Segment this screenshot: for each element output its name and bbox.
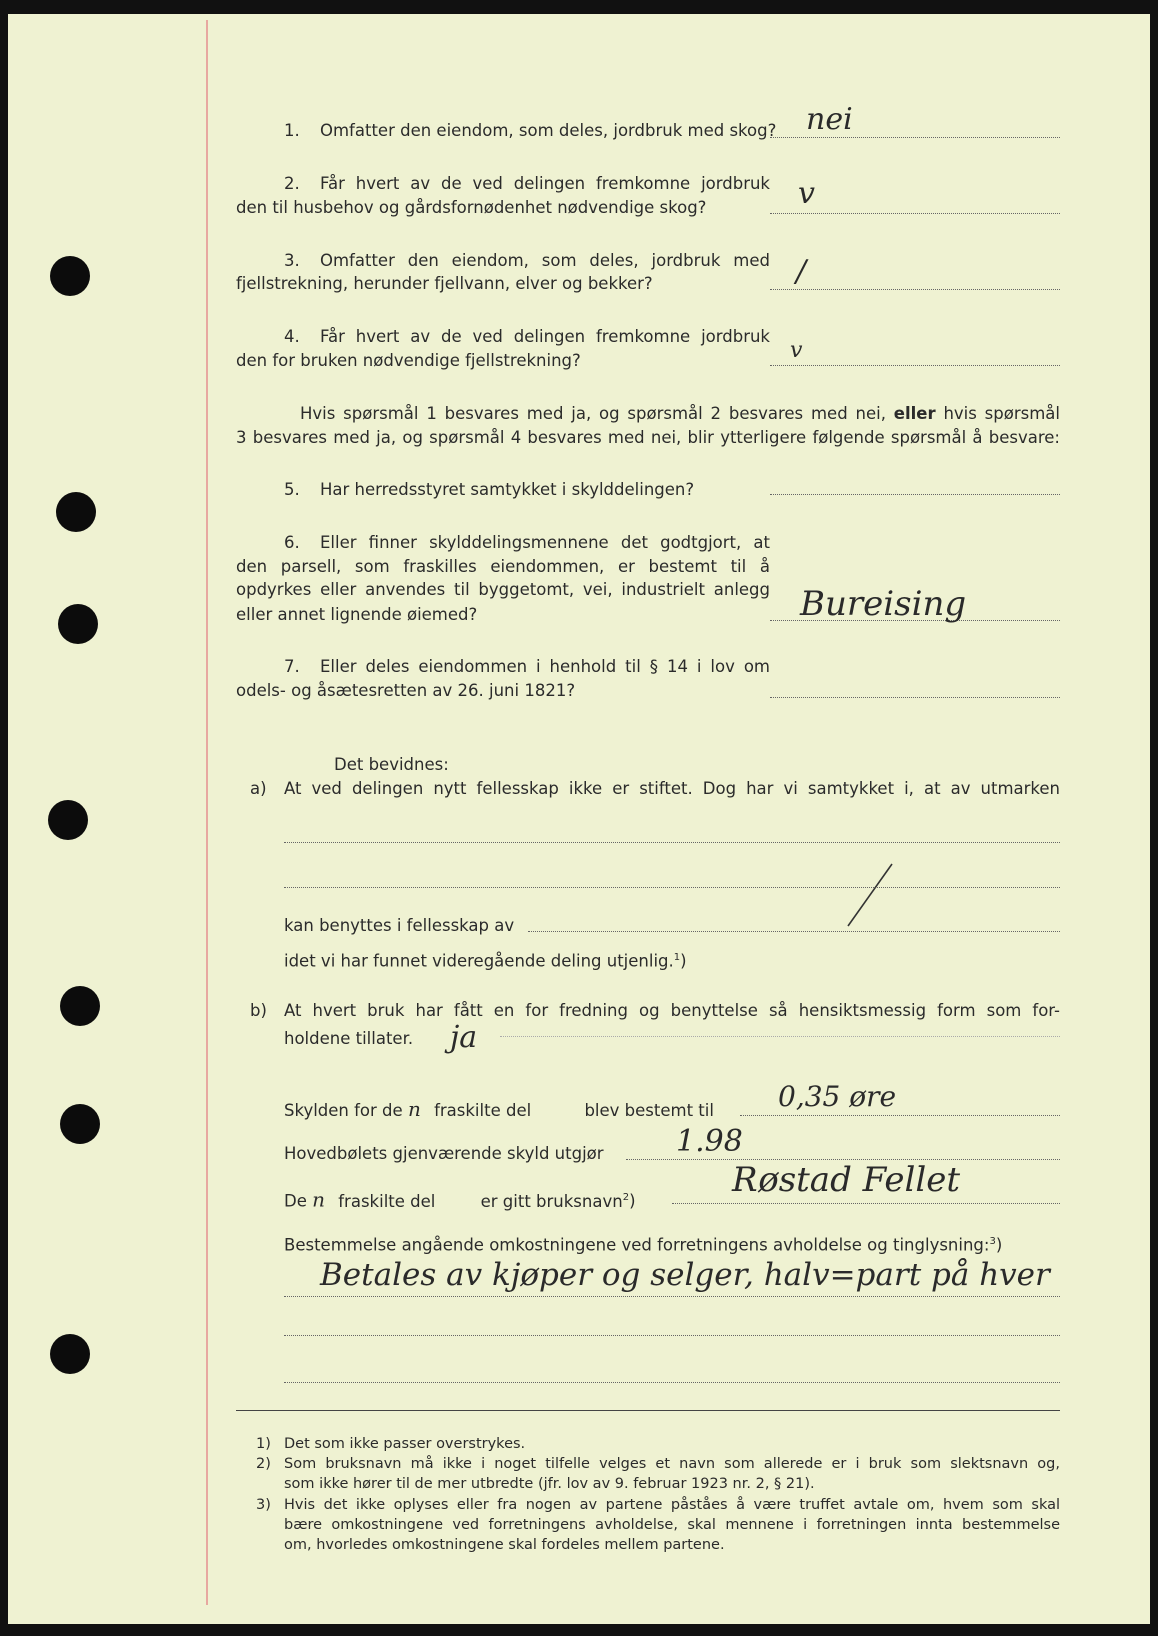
- q4-line2: den for bruken nødvendige fjellstrekning?: [236, 351, 581, 370]
- hoved-value: 1.98: [676, 1124, 743, 1159]
- q3-line2: fjellstrekning, herunder fjellvann, elver og bekker?: [236, 274, 653, 293]
- section-a-label: a): [250, 779, 267, 798]
- footnote-2-line1: Som bruksnavn må ikke i noget tilfelle velges et navn som allerede er i bruk som slektsnavn og,: [284, 1456, 1060, 1472]
- bruksnavn-handwritten-suffix: n: [312, 1187, 325, 1212]
- q2-line2: den til husbehov og gårdsfornødenhet nødvendige skog?: [236, 198, 707, 217]
- q4-answer-line: [770, 365, 1060, 366]
- q3-line1: Omfatter den eiendom, som deles, jordbruk med: [320, 251, 770, 270]
- q7-line2: odels- og åsætesretten av 26. juni 1821?: [236, 681, 576, 700]
- footnote-3-line3: om, hvorledes omkostningene skal fordeles mellem partene.: [284, 1537, 725, 1553]
- section-a-blank-line-1: [284, 842, 1060, 843]
- footnote-1-text: Det som ikke passer overstrykes.: [284, 1436, 526, 1452]
- punch-hole: [56, 492, 96, 532]
- section-a-use-line: [528, 931, 1060, 932]
- kost-line-2: [284, 1335, 1060, 1336]
- q4-line1: Får hvert av de ved delingen fremkomne jordbruk: [320, 327, 770, 346]
- footnote-2-mark: 2): [256, 1456, 271, 1472]
- footnote-2-line2: som ikke hører til de mer utbredte (jfr. lov av 9. februar 1923 nr. 2, § 21).: [284, 1476, 815, 1492]
- q1-answer-line: [770, 137, 1060, 138]
- section-b-label: b): [250, 1001, 267, 1020]
- q5-text: Har herredsstyret samtykket i skylddelingen?: [320, 480, 695, 499]
- q7-line1: Eller deles eiendommen i henhold til § 14 i lov om: [320, 657, 770, 676]
- bruksnavn-line: [672, 1203, 1060, 1204]
- scan-border-left: [0, 0, 8, 1636]
- strike-mark: [840, 860, 900, 930]
- skyld-value: 0,35 øre: [778, 1080, 897, 1113]
- footnote-3-line1: Hvis det ikke oplyses eller fra nogen av partene påståes å være truffet avtale om, hvem som skal: [284, 1497, 1060, 1513]
- q1-answer: nei: [806, 102, 853, 137]
- section-b-answer: ja: [450, 1020, 478, 1055]
- footnote-3-line2: bære omkostningene ved forretningens avholdelse, skal mennene i forretningen innta bestemmelse: [284, 1517, 1060, 1533]
- condition-line1-start: Hvis spørsmål 1 besvares med ja, og spørsmål 2 besvares med nei,: [300, 404, 886, 423]
- q1-text: Omfatter den eiendom, som deles, jordbruk med skog?: [320, 121, 777, 140]
- kost-label-text: Bestemmelse angående omkostningene ved forretningens avholdelse og tinglysning:: [284, 1235, 990, 1255]
- q4-number: 4.: [284, 327, 300, 346]
- condition-emphasis: eller: [893, 404, 936, 423]
- condition-line2: 3 besvares med ja, og spørsmål 4 besvares med nei, blir ytterligere følgende spørsmål å besvare:: [236, 428, 1060, 447]
- footnote-ref-3: 3: [989, 1236, 996, 1247]
- scan-border-top: [0, 0, 1158, 14]
- section-a-use-label: kan benyttes i fellesskap av: [284, 916, 515, 935]
- q2-answer: v: [798, 176, 815, 211]
- q2-answer-line: [770, 213, 1060, 214]
- section-a-blank-line-2: [284, 887, 1060, 888]
- footnote-ref-1: 1: [673, 952, 681, 963]
- section-b-line2: holdene tillater.: [284, 1029, 414, 1048]
- scan-border-right: [1150, 0, 1158, 1636]
- q3-number: 3.: [284, 251, 300, 270]
- skyld-label-end: blev bestemt til: [584, 1101, 714, 1120]
- skyld-handwritten-suffix: n: [407, 1097, 421, 1121]
- condition-line1-end: hvis spørsmål: [943, 404, 1060, 423]
- q6-answer: Bureising: [800, 584, 967, 624]
- skyld-line: [740, 1115, 1060, 1116]
- q6-line1: Eller finner skylddelingsmennene det godtgjort, at: [320, 533, 770, 552]
- kost-line-1: [284, 1296, 1060, 1297]
- punch-hole: [50, 256, 90, 296]
- bruksnavn-label-end: er gitt bruksnavn: [480, 1191, 623, 1211]
- q7-number: 7.: [284, 657, 300, 676]
- punch-hole: [48, 800, 88, 840]
- q6-number: 6.: [284, 533, 300, 552]
- kost-line-3: [284, 1382, 1060, 1383]
- section-b-answer-line: [500, 1036, 1060, 1037]
- punch-hole: [60, 986, 100, 1026]
- q3-answer: /: [796, 254, 807, 289]
- q6-line4: eller annet lignende øiemed?: [236, 605, 478, 624]
- bruksnavn-label: De n fraskilte del er gitt bruksnavn$^2$): [284, 1187, 636, 1212]
- scan-border-bottom: [0, 1624, 1158, 1636]
- attestation-heading: Det bevidnes:: [334, 755, 449, 774]
- punch-hole: [60, 1104, 100, 1144]
- q5-answer-line: [770, 494, 1060, 495]
- q1-number: 1.: [284, 121, 300, 140]
- q4-answer: v: [790, 338, 803, 363]
- punch-hole: [58, 604, 98, 644]
- section-b-line1: At hvert bruk har fått en for fredning og benyttelse så hensiktsmessig form som for-: [284, 1001, 1060, 1020]
- kost-value: Betales av kjøper og selger, halv=part på hver: [320, 1257, 1050, 1293]
- bruksnavn-label-start: De: [284, 1191, 307, 1211]
- q5-number: 5.: [284, 480, 300, 499]
- bruksnavn-label-mid: fraskilte del: [338, 1191, 436, 1211]
- q6-line3: opdyrkes eller anvendes til byggetomt, vei, industrielt anlegg: [236, 580, 770, 599]
- skyld-label-start: Skylden for de: [284, 1101, 403, 1120]
- q6-line2: den parsell, som fraskilles eiendommen, er bestemt til å: [236, 557, 770, 576]
- footnote-separator: [236, 1410, 1060, 1411]
- section-a-reason: idet vi har funnet videregående deling utjenlig.$^1$): [284, 951, 687, 971]
- punch-hole: [50, 1334, 90, 1374]
- footnote-3-mark: 3): [256, 1497, 271, 1513]
- section-a-text: At ved delingen nytt fellesskap ikke er stiftet. Dog har vi samtykket i, at av utmarken: [284, 779, 1060, 798]
- footnote-ref-2: 2: [622, 1192, 630, 1203]
- skyld-label: [284, 1099, 714, 1121]
- skyld-label-mid: fraskilte del: [434, 1101, 532, 1120]
- q7-answer-line: [770, 697, 1060, 698]
- hoved-label: Hovedbølets gjenværende skyld utgjør: [284, 1144, 604, 1163]
- margin-rule: [206, 20, 208, 1605]
- bruksnavn-value: Røstad Fellet: [732, 1160, 961, 1200]
- q2-number: 2.: [284, 174, 300, 193]
- kost-label: Bestemmelse angående omkostningene ved forretningens avholdelse og tinglysning:$^3$): [284, 1235, 1003, 1255]
- q3-answer-line: [770, 289, 1060, 290]
- condition-line1: [300, 404, 1060, 424]
- section-a-reason-text: idet vi har funnet videregående deling utjenlig.: [284, 951, 674, 971]
- q2-line1: Får hvert av de ved delingen fremkomne jordbruk: [320, 174, 770, 193]
- footnote-1-mark: 1): [256, 1436, 271, 1452]
